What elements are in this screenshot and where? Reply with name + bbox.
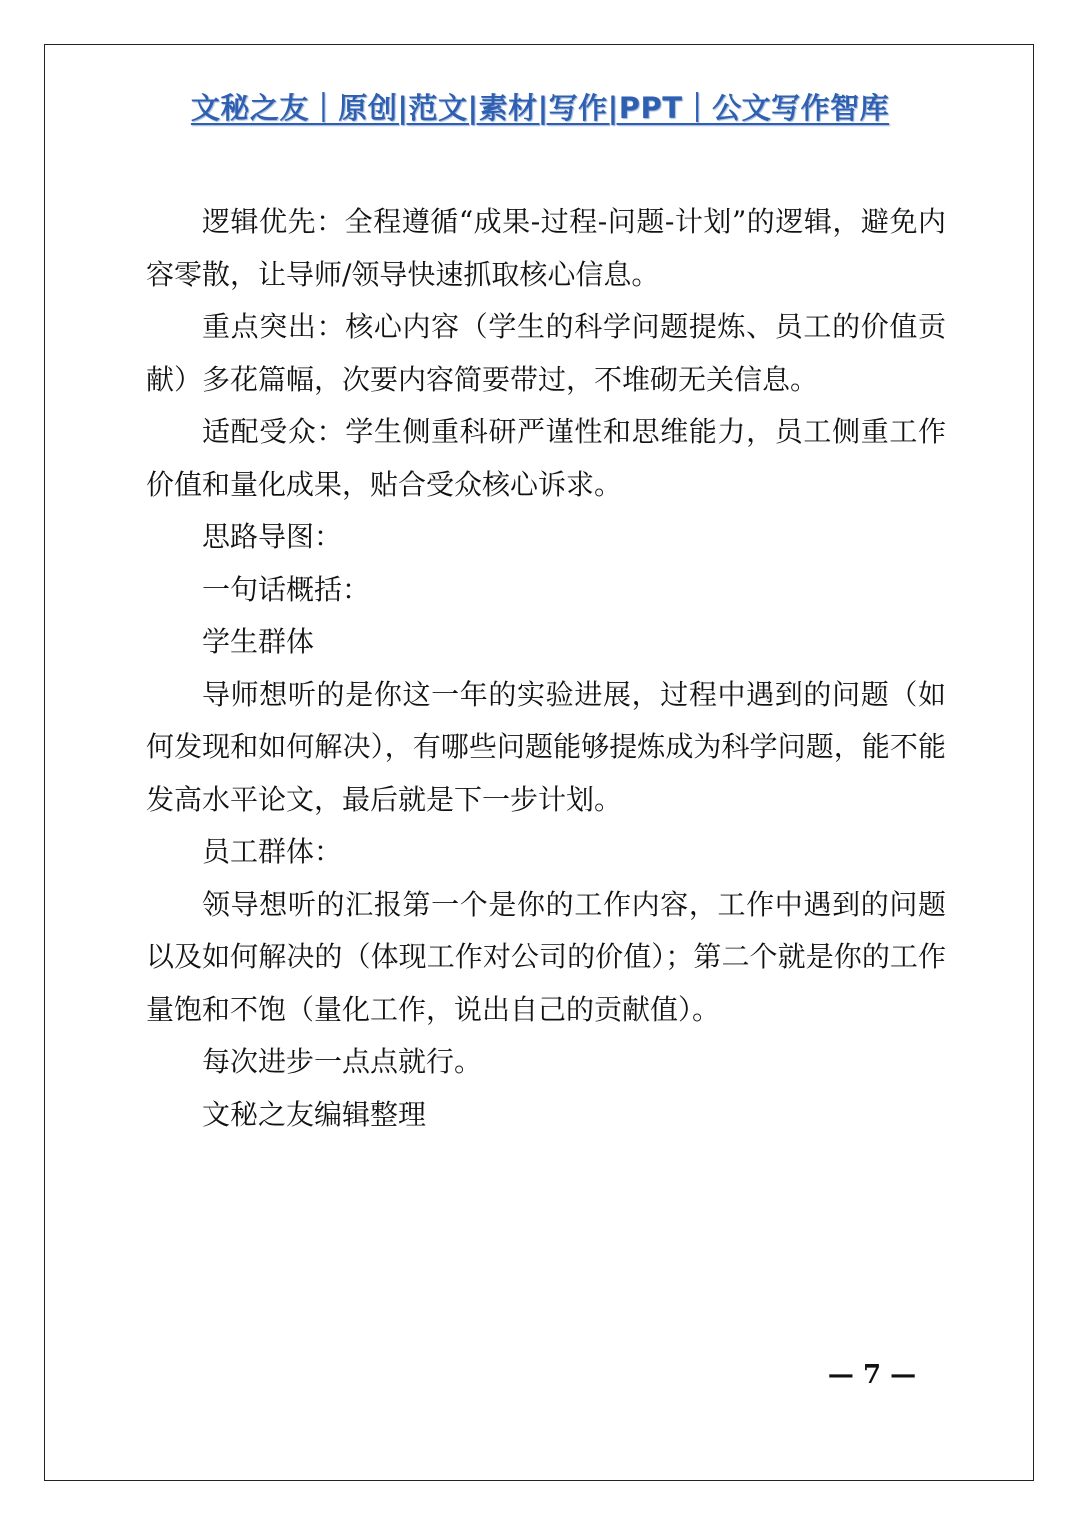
paragraph-student-detail: 导师想听的是你这一年的实验进展，过程中遇到的问题（如何发现和如何解决），有哪些问题能够提炼成为科学问题，能不能发高水平论文，最后就是下一步计划。 [146,677,946,816]
paragraph-audience: 适配受众：学生侧重科研严谨性和思维能力，员工侧重工作价值和量化成果，贴合受众核心诉求。 [146,415,946,501]
paragraph-key-points: 重点突出：核心内容（学生的科学问题提炼、员工的价值贡献）多花篇幅，次要内容简要带过，不堆砌无关信息。 [146,310,946,396]
paragraph-progress: 每次进步一点点就行。 [202,1045,483,1078]
document-body [146,196,946,1141]
header-title-link[interactable]: 文秘之友｜原创|范文|素材|写作|PPT｜公文写作智库 [190,91,890,125]
paragraph-summary: 一句话概括： [202,572,371,606]
paragraph-editor-credit: 文秘之友编辑整理 [202,1097,427,1131]
paragraph-logic-first: 逻辑优先：全程遵循“成果-过程-问题-计划”的逻辑，避免内容零散，让导师/领导快速抓取核心信息。 [146,205,946,291]
paragraph-employee-group: 员工群体： [202,835,343,868]
paragraph-employee-detail: 领导想听的汇报第一个是你的工作内容，工作中遇到的问题以及如何解决的（体现工作对公司的价值）；第二个就是你的工作量饱和不饱（量化工作，说出自己的贡献值）。 [146,887,946,1026]
page-number: — 7 — [827,1360,917,1390]
paragraph-mind-map: 思路导图： [202,520,343,553]
page-header [0,86,1080,127]
paragraph-student-group: 学生群体 [202,625,315,658]
